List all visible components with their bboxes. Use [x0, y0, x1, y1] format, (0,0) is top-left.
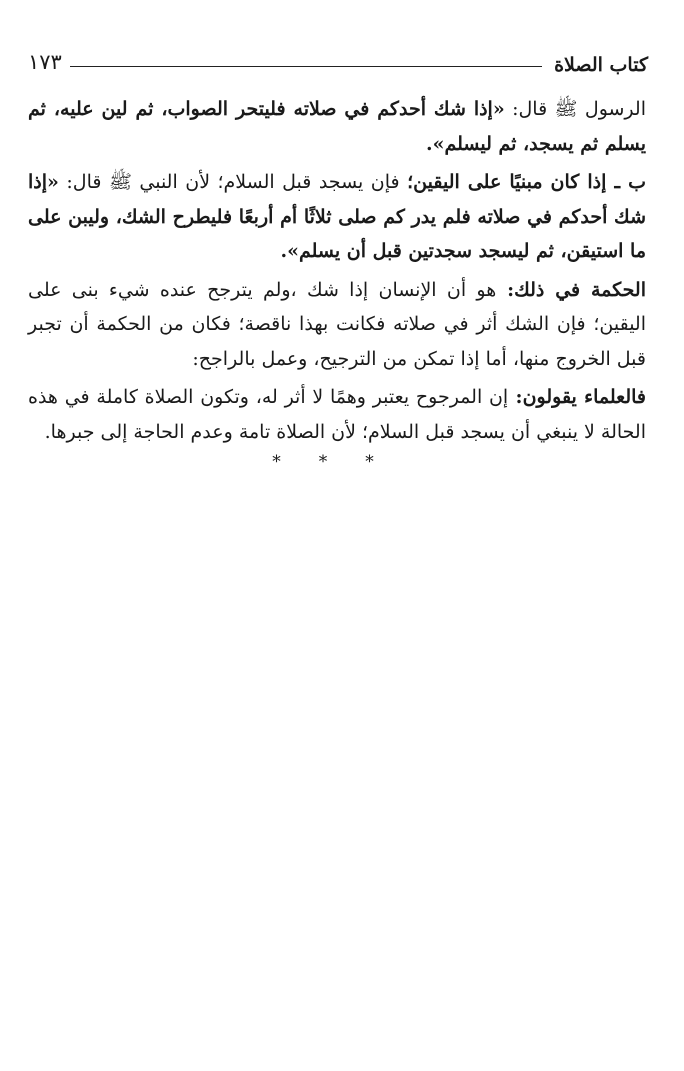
body-text: [28, 92, 646, 453]
paragraph-hadith-doubt: [28, 92, 646, 161]
paragraph-wisdom: [28, 273, 646, 377]
page-header: [28, 50, 648, 84]
paragraph-certainty: [28, 165, 646, 269]
paragraph-2-hadith: «إذا شك أحدكم في صلاته فلم يدر كم صلى ثلاثًا أم أربعًا فليطرح الشك، وليبن على ما استيقن، ثم ليسجد سجدتين قبل أن يسلم».: [28, 171, 646, 262]
paragraph-3-heading: الحكمة في ذلك:: [496, 278, 646, 301]
section-separator: [0, 452, 684, 472]
chapter-title: كتاب الصلاة: [554, 54, 648, 76]
header-rule: [70, 66, 542, 67]
paragraph-1-hadith: «إذا شك أحدكم في صلاته فليتحر الصواب، ثم لين عليه، ثم يسلم ثم يسجد، ثم ليسلم».: [28, 98, 646, 155]
paragraph-4-text: إن المرجوح يعتبر وهمًا لا أثر له، وتكون الصلاة كاملة في هذه الحالة لا ينبغي أن يسجد قبل السلام؛ لأن الصلاة تامة وعدم الحاجة إلى جبرها.: [28, 386, 646, 443]
paragraph-scholars: [28, 380, 646, 449]
page-number: ١٧٣: [28, 50, 62, 74]
paragraph-1-intro: الرسول ﷺ قال:: [504, 98, 646, 120]
paragraph-2-heading: ب ـ إذا كان مبنيًا على اليقين؛: [407, 171, 646, 193]
paragraph-4-heading: فالعلماء يقولون:: [508, 386, 646, 408]
paragraph-3-text: هو أن الإنسان إذا شك ،ولم يترجح عنده شيء بنى على اليقين؛ فإن الشك أثر في صلاته فكانت بهذا ناقصة؛ فكان من الحكمة أن تجبر قبل الخروج منها، أما إذا تمكن من الترجيح، وعمل بالراجح:: [28, 278, 646, 370]
paragraph-2-text: فإن يسجد قبل السلام؛ لأن النبي ﷺ قال:: [58, 171, 408, 193]
separator-star: *: [365, 452, 412, 472]
separator-star: *: [318, 452, 366, 472]
separator-star: *: [272, 452, 319, 472]
